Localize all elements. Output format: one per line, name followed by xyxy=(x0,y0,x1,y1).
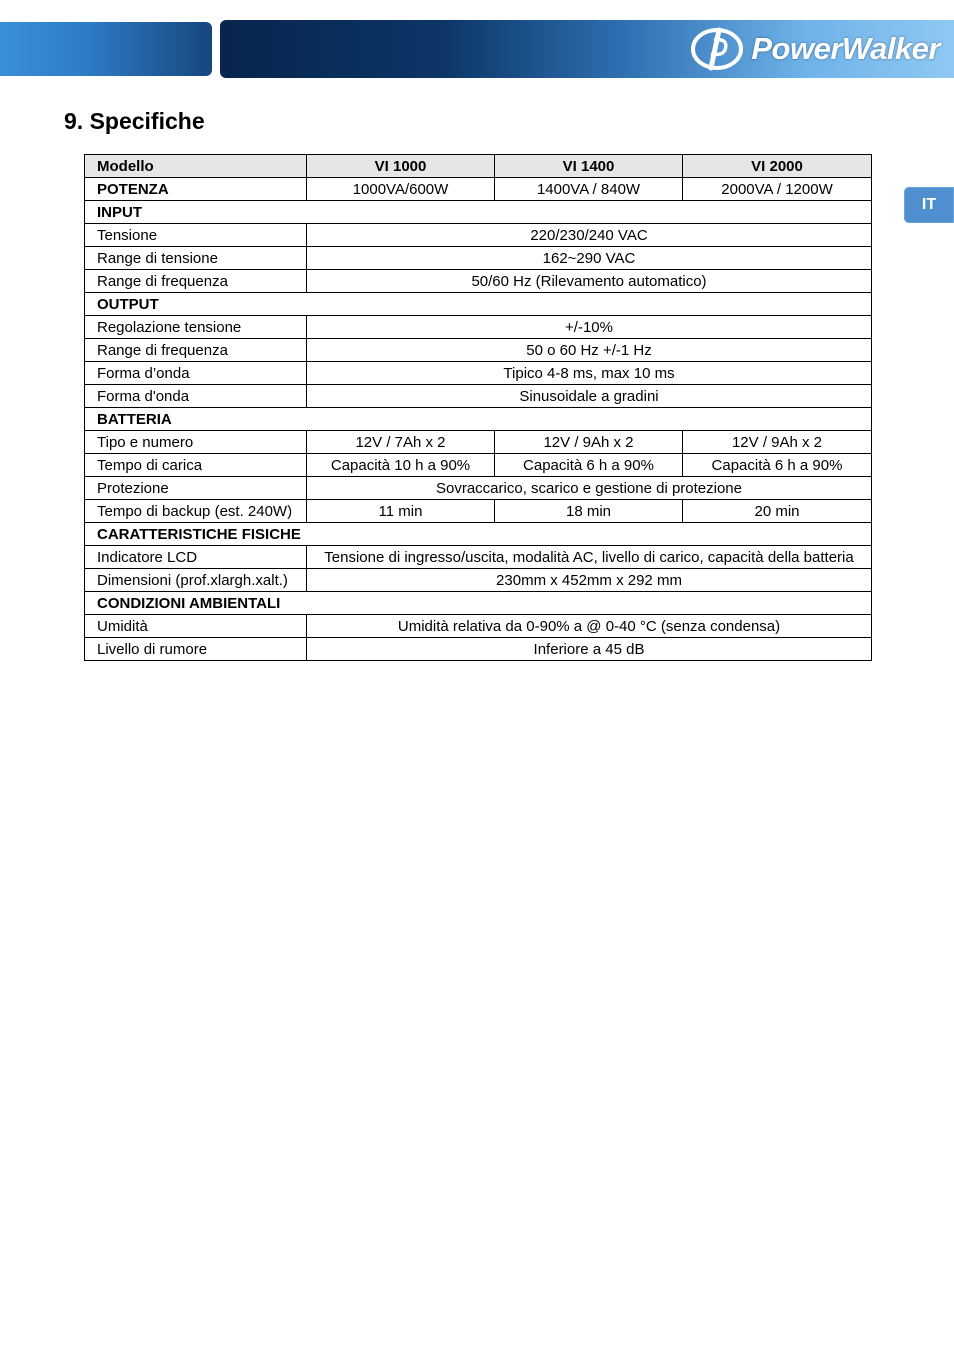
section-heading: CARATTERISTICHE FISICHE xyxy=(85,523,872,546)
row-label: Tempo di carica xyxy=(85,454,307,477)
cell-value: +/-10% xyxy=(307,316,872,339)
row-label: Protezione xyxy=(85,477,307,500)
brand-logo xyxy=(689,26,940,72)
header-right-block xyxy=(220,20,954,78)
row-label: POTENZA xyxy=(85,178,307,201)
row-label: Range di tensione xyxy=(85,247,307,270)
cell-value: 50/60 Hz (Rilevamento automatico) xyxy=(307,270,872,293)
table-row xyxy=(85,339,872,362)
cell-value: Tensione di ingresso/uscita, modalità AC, livello di carico, capacità della batteria xyxy=(307,546,872,569)
cell-value: Capacità 6 h a 90% xyxy=(495,454,683,477)
table-row xyxy=(85,385,872,408)
row-label: Forma d'onda xyxy=(85,385,307,408)
brand-name: PowerWalker xyxy=(751,31,940,66)
section-heading: CONDIZIONI AMBIENTALI xyxy=(85,592,872,615)
row-label: Range di frequenza xyxy=(85,270,307,293)
table-row xyxy=(85,270,872,293)
table-row xyxy=(85,224,872,247)
cell-value: 2000VA / 1200W xyxy=(683,178,872,201)
cell-value: 230mm x 452mm x 292 mm xyxy=(307,569,872,592)
row-label: Tensione xyxy=(85,224,307,247)
section-heading: INPUT xyxy=(85,201,872,224)
header-cell-model: Modello xyxy=(85,155,307,178)
table-row xyxy=(85,316,872,339)
row-label: Livello di rumore xyxy=(85,638,307,661)
row-label: Umidità xyxy=(85,615,307,638)
header-left-block xyxy=(0,22,212,76)
row-label: Dimensioni (prof.xlargh.xalt.) xyxy=(85,569,307,592)
table-row xyxy=(85,638,872,661)
row-label: Regolazione tensione xyxy=(85,316,307,339)
table-row xyxy=(85,362,872,385)
cell-value: 12V / 7Ah x 2 xyxy=(307,431,495,454)
table-row xyxy=(85,546,872,569)
spec-table xyxy=(84,154,872,661)
cell-value: 20 min xyxy=(683,500,872,523)
row-label: Tipo e numero xyxy=(85,431,307,454)
table-row xyxy=(85,247,872,270)
table-row xyxy=(85,178,872,201)
header-cell-vi1400: VI 1400 xyxy=(495,155,683,178)
power-logo-icon xyxy=(689,26,745,72)
cell-value: Capacità 10 h a 90% xyxy=(307,454,495,477)
table-row xyxy=(85,454,872,477)
cell-value: Inferiore a 45 dB xyxy=(307,638,872,661)
language-tab[interactable]: IT xyxy=(904,187,954,223)
header-cell-vi1000: VI 1000 xyxy=(307,155,495,178)
table-row xyxy=(85,431,872,454)
section-heading: OUTPUT xyxy=(85,293,872,316)
cell-value: Sinusoidale a gradini xyxy=(307,385,872,408)
table-row xyxy=(85,615,872,638)
cell-value: 162~290 VAC xyxy=(307,247,872,270)
cell-value: 1000VA/600W xyxy=(307,178,495,201)
cell-value: Umidità relativa da 0-90% a @ 0-40 °C (senza condensa) xyxy=(307,615,872,638)
cell-value: Sovraccarico, scarico e gestione di protezione xyxy=(307,477,872,500)
section-row xyxy=(85,408,872,431)
cell-value: 1400VA / 840W xyxy=(495,178,683,201)
cell-value: 50 o 60 Hz +/-1 Hz xyxy=(307,339,872,362)
section-row xyxy=(85,201,872,224)
cell-value: 220/230/240 VAC xyxy=(307,224,872,247)
section-row xyxy=(85,523,872,546)
row-label: Range di frequenza xyxy=(85,339,307,362)
section-heading: BATTERIA xyxy=(85,408,872,431)
table-row xyxy=(85,569,872,592)
cell-value: Tipico 4-8 ms, max 10 ms xyxy=(307,362,872,385)
table-row xyxy=(85,500,872,523)
page-title: 9. Specifiche xyxy=(64,108,205,134)
table-row xyxy=(85,477,872,500)
row-label: Tempo di backup (est. 240W) xyxy=(85,500,307,523)
header-cell-vi2000: VI 2000 xyxy=(683,155,872,178)
table-header-row xyxy=(85,155,872,178)
header-banner xyxy=(0,20,954,78)
cell-value: 11 min xyxy=(307,500,495,523)
section-row xyxy=(85,293,872,316)
row-label: Forma d’onda xyxy=(85,362,307,385)
section-row xyxy=(85,592,872,615)
row-label: Indicatore LCD xyxy=(85,546,307,569)
cell-value: 12V / 9Ah x 2 xyxy=(495,431,683,454)
cell-value: 12V / 9Ah x 2 xyxy=(683,431,872,454)
cell-value: Capacità 6 h a 90% xyxy=(683,454,872,477)
cell-value: 18 min xyxy=(495,500,683,523)
